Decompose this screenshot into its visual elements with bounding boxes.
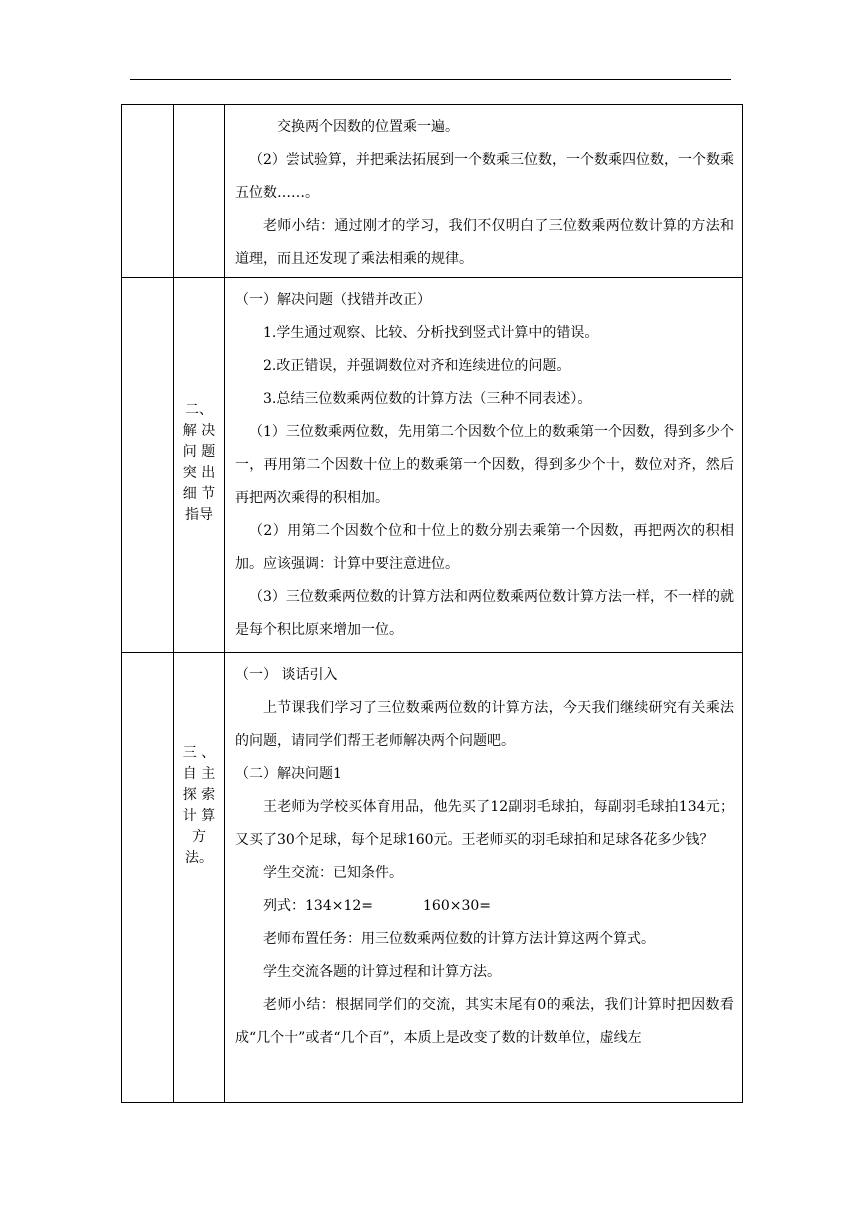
paragraph: 学生交流：已知条件。 [263,865,403,881]
paragraph-heading: （一） 谈话引入 [235,667,338,683]
lesson-plan-table [121,104,743,1103]
section-label: 三 、 自 主 探 索 计 算 方 法。 [182,745,216,866]
paragraph-heading: （一）解决问题（找错并改正） [235,292,431,308]
formula-line [235,890,734,923]
paragraph: （3）三位数乘两位数的计算方法和两位数乘两位数计算方法一样，不一样的就是每个积比原来增加一位。 [235,589,734,638]
table-row [122,278,743,653]
paragraph: 老师布置任务：用三位数乘两位数的计算方法计算这两个算式。 [263,931,655,947]
stage-cell [122,653,174,1103]
paragraph: 学生交流各题的计算过程和计算方法。 [263,964,501,980]
formula-1: 列式：134×12= [263,898,373,914]
table-row [122,653,743,1103]
section-label-cell [174,278,225,653]
content-cell [225,278,743,653]
paragraph: 2.改正错误，并强调数位对齐和连续进位的问题。 [263,358,571,374]
formula-2: 160×30= [423,898,491,914]
paragraph: （1）三位数乘两位数，先用第二个因数个位上的数乘第一个因数，得到多少个一，再用第二个因数十位上的数乘第一个因数，得到多少个十，数位对齐，然后再把两次乘得的积相加。 [235,424,734,506]
stage-cell [122,278,174,653]
header-rule [130,79,731,80]
paragraph: 老师小结：根据同学们的交流，其实末尾有0的乘法，我们计算时把因数看成“几个十”或者“几个百”，本质上是改变了数的计数单位，虚线左 [235,997,734,1046]
paragraph: 1.学生通过观察、比较、分析找到竖式计算中的错误。 [263,325,599,341]
stage-cell [122,105,174,278]
paragraph: 3.总结三位数乘两位数的计算方法（三种不同表述）。 [263,391,592,407]
paragraph-heading: （二）解决问题1 [235,766,342,782]
table-row [122,105,743,278]
paragraph: （2）尝试验算，并把乘法拓展到一个数乘三位数，一个数乘四位数，一个数乘五位数……。 [235,152,734,201]
content-cell [225,105,743,278]
section-label-cell [174,105,225,278]
content-cell [225,653,743,1103]
section-label-cell [174,653,225,1103]
paragraph: 王老师为学校买体育用品，他先买了12副羽毛球拍，每副羽毛球拍134元；又买了30个足球，每个足球160元。王老师买的羽毛球拍和足球各花多少钱？ [235,799,734,848]
paragraph: 老师小结：通过刚才的学习，我们不仅明白了三位数乘两位数计算的方法和道理，而且还发现了乘法相乘的规律。 [235,218,734,267]
section-label: 二、 解 决 问 题 突 出 细 节 指导 [182,402,216,523]
paragraph: （2）用第二个因数个位和十位上的数分别去乘第一个因数，再把两次的积相加。应该强调：计算中要注意进位。 [235,523,734,572]
paragraph: 上节课我们学习了三位数乘两位数的计算方法，今天我们继续研究有关乘法的问题，请同学们帮王老师解决两个问题吧。 [235,700,734,749]
paragraph: 交换两个因数的位置乘一遍。 [277,119,459,135]
